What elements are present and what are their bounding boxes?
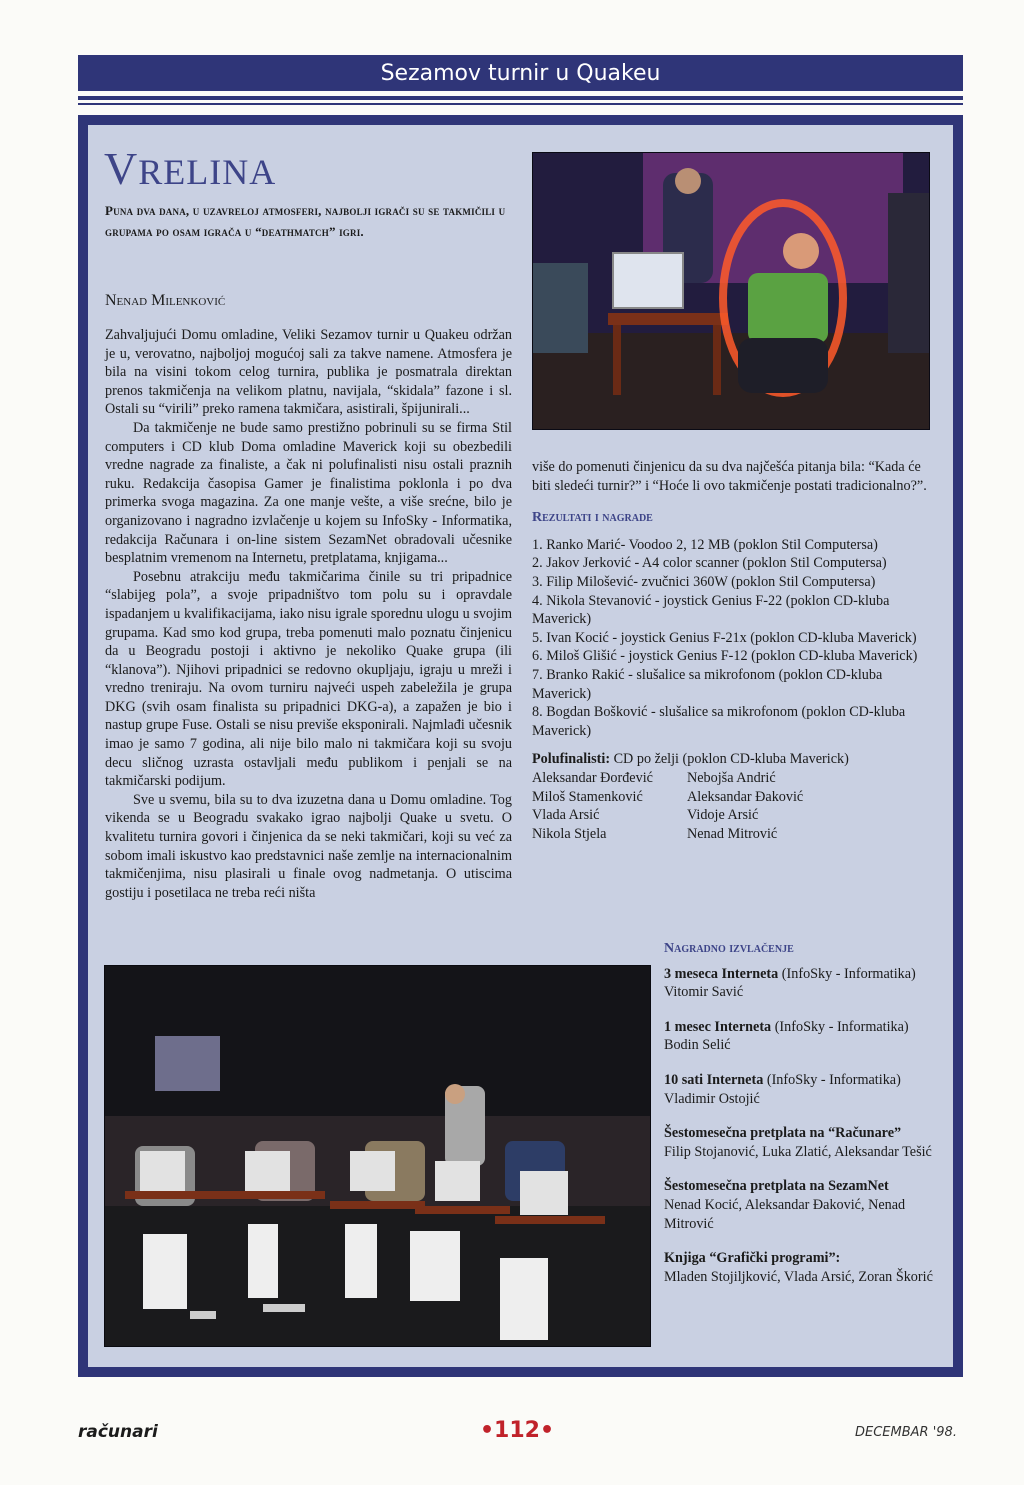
draw-prize-title: Šestomesečna pretplata na “Računare” <box>664 1125 902 1142</box>
semifinalist: Vlada Arsić <box>532 807 600 824</box>
semifinalist: Aleksandar Đorđević <box>532 769 653 786</box>
header-rule-thick <box>78 96 963 100</box>
draw-prize-winners: Nenad Kocić, Aleksandar Đaković, Nenad Mitrović <box>664 1196 906 1232</box>
draw-prize <box>664 965 944 1002</box>
body-paragraph: Zahvaljujući Domu omladine, Veliki Sezamov turnir u Quakeu održan je u, verovatno, najboljoj mogućoj sali za takve namene. Atmosfera je bila na visini tokom celog turnira, publika je posmatrala direktan prenos takmičenja na velikom platnu, navijala, “skidala” fazone i sl. Ostali su “virili” preko ramena takmičara, asistirali, špijunirali... <box>105 327 512 418</box>
result-item: 7. Branko Rakić - slušalice sa mikrofonom (poklon CD-kluba Maverick) <box>532 666 883 702</box>
draw-prize-winners: Vitomir Savić <box>664 984 744 1001</box>
magazine-name: računari <box>78 1422 158 1442</box>
body-paragraph: Posebnu atrakciju među takmičarima činile su tri pripadnice “slabijeg pola”, a svoje pripadništvo tom polu su i opravdale ispadanjem u kvalifikacijama, iako nisu igrale sporednu ulogu u svojim grupama. Kad smo kod grupa, treba pomenuti malo poznatu činjenicu da u Beogradu postoji i aktivno je nekoliko Quake grupa (ili “klanova”). Njihovi pripadnici se redovno okupljaju, igraju u mreži i vredno treniraju. Na ovom turniru najveći uspeh zabeležila je grupa DKG (svih osam finalista su pripadnici DKG-a), a zapažen je bio i nastup grupe Fuse. Ostali se nisu previše eksponirali. Najmlađi učesnik imao je samo 7 godina, ali nije bilo malo ni takmičara koji su svoju decu sličnog uzrasta ostavljali među publikom i penjali se na takmičarski podijum. <box>105 568 512 790</box>
header-rule-thin <box>78 103 963 105</box>
draw-prize-winners: Mladen Stojiljković, Vlada Arsić, Zoran Škorić <box>664 1268 933 1285</box>
draw-prize-title: 1 mesec Interneta <box>664 1018 772 1035</box>
draw-prize-winners: Bodin Selić <box>664 1037 731 1054</box>
result-item: 8. Bogdan Bošković - slušalice sa mikrofonom (poklon CD-kluba Maverick) <box>532 704 906 739</box>
draw-prize <box>664 1124 944 1161</box>
results-list <box>532 536 937 741</box>
result-item: 2. Jakov Jerković - A4 color scanner (poklon Stil Computersa) <box>532 555 887 572</box>
draw-prize <box>664 1177 944 1233</box>
draw-prize <box>664 1018 944 1055</box>
draw-prize-sponsor: (InfoSky - Informatika) <box>771 1018 909 1035</box>
draw-prize-sponsor: (InfoSky - Informatika) <box>763 1071 901 1088</box>
article-body-column <box>105 326 512 902</box>
page-number: •112• <box>480 1418 555 1443</box>
title-initial: V <box>104 143 139 194</box>
article-title <box>104 142 276 195</box>
results-heading: Rezultati i nagrade <box>532 510 653 526</box>
semifinalist: Miloš Stamenković <box>532 788 643 805</box>
prize-draw-column <box>664 940 944 1302</box>
semifinalists-intro <box>532 750 937 769</box>
result-item: 3. Filip Milošević- zvučnici 360W (poklon Stil Computersa) <box>532 573 876 590</box>
body-paragraph: Da takmičenje ne bude samo prestižno pobrinuli su se firma Stil computers i CD klub Doma omladine Maverick koji su obezbedili vredne nagrade za finaliste, a čak ni polufinalisti nisu ostali praznih ruku. Redakcija časopisa Gamer je finalistima poklonla i po dva primerka svoga magazina. Za one manje vešte, a više srećne, bilo je organizovano i nagradno izvlačenje u kojem su InfoSky - Informatika, redakcija Računara i on-line sistem SezamNet obradovali učesnike besplatnim vremenom na Internetu, pretplatama, knjigama... <box>105 419 512 567</box>
issue-date: DECEMBAR '98. <box>855 1425 957 1440</box>
photo-tournament-hall <box>104 965 651 1347</box>
draw-prize-title: 3 meseca Interneta <box>664 965 779 982</box>
draw-prize-title: 10 sati Interneta <box>664 1071 764 1088</box>
semifinalists-prize: CD po želji (poklon CD-kluba Maverick) <box>610 751 849 768</box>
title-rest: RELINA <box>138 152 277 192</box>
article-lead: Puna dva dana, u uzavreloj atmosferi, najbolji igrači su se takmičili u grupama po osam igrača u “deathmatch” igri. <box>105 203 506 239</box>
draw-heading: Nagradno izvlačenje <box>664 941 794 956</box>
article-continuation: više do pomenuti činjenicu da su dva najčešća pitanja bila: “Kada će biti sledeći turnir?” i “Hoće li ovo takmičenje postati tradicionalno?”. <box>532 459 927 494</box>
body-paragraph: Sve u svemu, bila su to dva izuzetna dana u Domu omladine. Tog vikenda se u Beogradu svakako igrao najbolji Quake u svetu. O kvalitetu turnira govori i činjenica da se neki takmičari, koji su već za sobom imali iskustvo kao predstavnici naše zemlje na internacionalnim takmičenjima, nisu plasirali u finale ovog nadmetanja. O utiscima gostiju i posetilaca ne treba reći ništa <box>105 791 512 901</box>
semifinalist: Vidoje Arsić <box>687 807 759 824</box>
semifinalists-list <box>532 769 937 843</box>
semifinalist: Nenad Mitrović <box>687 825 778 842</box>
result-item: 6. Miloš Glišić - joystick Genius F-12 (poklon CD-kluba Maverick) <box>532 648 918 665</box>
semifinalist: Nebojša Andrić <box>687 769 776 786</box>
draw-prize <box>664 1071 944 1108</box>
draw-prize-winners: Vladimir Ostojić <box>664 1090 760 1107</box>
draw-prize-title: Šestomesečna pretplata na SezamNet <box>664 1178 889 1195</box>
result-item: 5. Ivan Kocić - joystick Genius F-21x (poklon CD-kluba Maverick) <box>532 629 917 646</box>
result-item: 1. Ranko Marić- Voodoo 2, 12 MB (poklon Stil Computersa) <box>532 536 878 553</box>
draw-prize-title: Knjiga “Grafički programi”: <box>664 1250 841 1267</box>
photo-player-at-computer <box>532 152 930 430</box>
draw-prize-winners: Filip Stojanović, Luka Zlatić, Aleksandar Tešić <box>664 1143 932 1160</box>
semifinalist: Aleksandar Đaković <box>687 788 804 805</box>
semifinalists-label: Polufinalisti: <box>532 751 611 768</box>
article-author: Nenad Milenković <box>105 292 226 309</box>
results-column <box>532 458 937 843</box>
section-title: Sezamov turnir u Quakeu <box>380 61 661 86</box>
result-item: 4. Nikola Stevanović - joystick Genius F-22 (poklon CD-kluba Maverick) <box>532 592 890 628</box>
draw-prize-sponsor: (InfoSky - Informatika) <box>778 965 916 982</box>
draw-prize <box>664 1249 944 1286</box>
semifinalist: Nikola Stjela <box>532 825 607 842</box>
section-title-bar <box>78 55 963 91</box>
